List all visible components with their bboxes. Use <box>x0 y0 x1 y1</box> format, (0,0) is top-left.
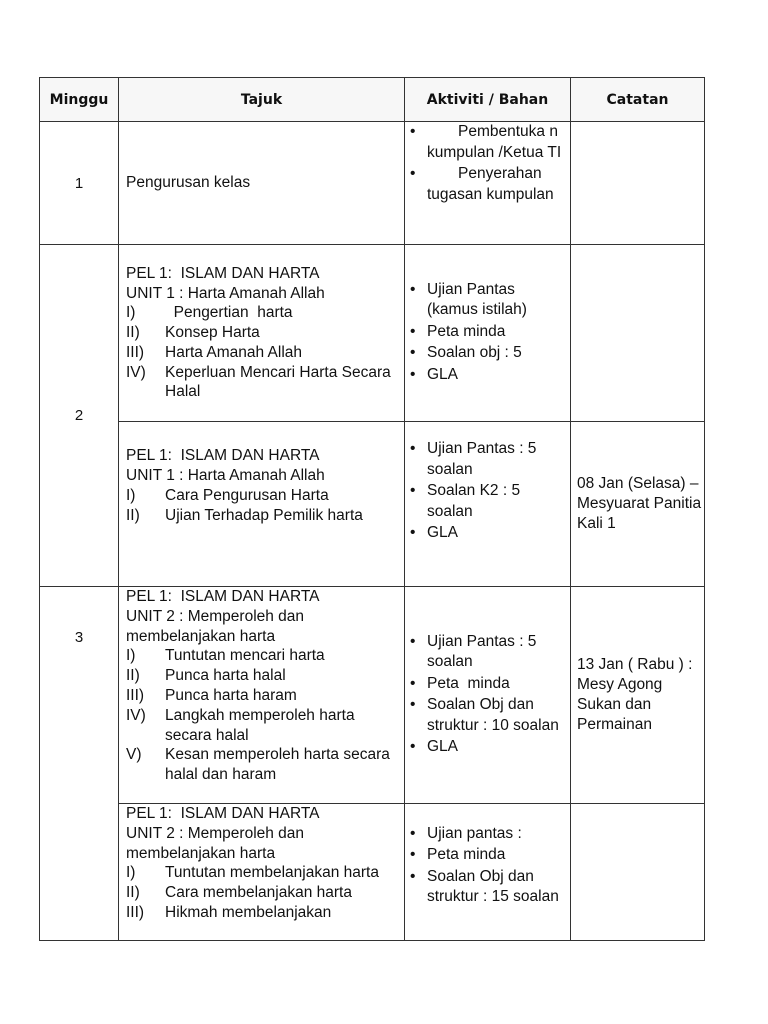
bullet-icon: • <box>410 696 416 713</box>
list-item: I) Tuntutan mencari harta <box>126 647 325 665</box>
list-item: V) Kesan memperoleh harta secara halal dan haram <box>126 746 390 784</box>
list-item: II) Cara membelanjakan harta <box>126 884 352 902</box>
activity-cell <box>405 587 571 804</box>
list-item: I) Cara Pengurusan Harta <box>126 487 329 504</box>
bullet-icon: • <box>410 738 416 755</box>
bullet-icon: • <box>410 867 416 885</box>
week-cell: 1 <box>40 122 119 245</box>
activity-item: • Soalan obj : 5 <box>410 343 566 364</box>
header-catatan: Catatan <box>571 78 705 122</box>
header-row <box>40 78 705 122</box>
list-item: III) Harta Amanah Allah <box>126 343 303 361</box>
bullet-icon: • <box>410 365 416 383</box>
activity-list <box>410 632 566 758</box>
activity-list <box>410 122 566 205</box>
list-item: III) Punca harta haram <box>126 686 297 704</box>
activity-item: • GLA <box>410 523 566 544</box>
bullet-icon: • <box>410 824 416 842</box>
note-cell: 08 Jan (Selasa) – Mesyuarat Panitia Kali 1 <box>571 422 705 587</box>
list-item: II) Konsep Harta <box>126 324 260 342</box>
table-row <box>40 587 705 804</box>
bullet-icon: • <box>410 632 416 650</box>
table-row <box>40 422 705 587</box>
activity-list <box>410 280 566 386</box>
list-item: II) Punca harta halal <box>126 667 286 685</box>
activity-cell <box>405 245 571 422</box>
activity-item: • Soalan Obj dan struktur : 10 soalan <box>410 695 566 736</box>
list-item: I) Tuntutan membelanjakan harta <box>126 864 379 882</box>
bullet-icon: • <box>410 123 416 140</box>
list-item: IV) Keperluan Mencari Harta Secara Halal <box>126 363 391 401</box>
header-aktiviti: Aktiviti / Bahan <box>405 78 571 122</box>
bullet-icon: • <box>410 344 416 362</box>
topic-line: UNIT 1 : Harta Amanah Allah <box>126 467 325 485</box>
activity-item: • GLA <box>410 737 566 758</box>
activity-cell <box>405 804 571 941</box>
week-cell: 2 <box>40 245 119 587</box>
topic-line: UNIT 2 : Memperoleh dan membelanjakan harta <box>126 824 309 862</box>
activity-item: • Soalan Obj dan struktur : 15 soalan <box>410 867 566 908</box>
list-item: II) Ujian Terhadap Pemilik harta <box>126 506 363 524</box>
activity-item: • Peta minda <box>410 845 566 866</box>
topic-list <box>126 863 404 922</box>
activity-item: • GLA <box>410 365 566 386</box>
note-cell <box>571 804 705 941</box>
topic-line: PEL 1: ISLAM DAN HARTA <box>126 588 320 605</box>
activity-item: • Ujian Pantas : 5 soalan <box>410 632 566 673</box>
activity-list <box>410 439 566 544</box>
topic-line: Pengurusan kelas <box>126 174 251 192</box>
topic-line: PEL 1: ISLAM DAN HARTA <box>126 264 320 282</box>
bullet-icon: • <box>410 280 416 298</box>
bullet-icon: • <box>410 674 416 692</box>
topic-line: UNIT 1 : Harta Amanah Allah <box>126 284 325 302</box>
note-cell: 13 Jan ( Rabu ) : Mesy Agong Sukan dan Permainan <box>571 587 705 804</box>
table-row <box>40 122 705 245</box>
activity-item: • Ujian Pantas : 5 soalan <box>410 439 566 480</box>
topic-line: UNIT 2 : Memperoleh dan membelanjakan harta <box>126 607 309 645</box>
lesson-plan-table <box>39 77 705 941</box>
list-item: III) Hikmah membelanjakan <box>126 903 332 921</box>
activity-cell <box>405 122 571 245</box>
activity-item: • Peta minda <box>410 674 566 695</box>
activity-list <box>410 824 566 908</box>
topic-cell <box>119 122 405 245</box>
activity-item <box>410 122 566 163</box>
activity-cell <box>405 422 571 587</box>
note-cell <box>571 245 705 422</box>
activity-item: • Soalan K2 : 5 soalan <box>410 481 566 522</box>
bullet-icon: • <box>410 846 416 863</box>
activity-item: • Peta minda <box>410 322 566 343</box>
topic-line: PEL 1: ISLAM DAN HARTA <box>126 447 320 465</box>
bullet-icon: • <box>410 165 416 182</box>
table-row <box>40 804 705 941</box>
bullet-icon: • <box>410 524 416 542</box>
list-item: I) Pengertian harta <box>126 304 293 322</box>
bullet-icon: • <box>410 322 416 340</box>
topic-list <box>126 646 404 785</box>
note-cell <box>571 122 705 245</box>
topic-cell <box>119 587 405 804</box>
topic-list <box>126 303 404 402</box>
activity-item: • Ujian Pantas (kamus istilah) <box>410 280 566 321</box>
topic-cell <box>119 245 405 422</box>
bullet-icon: • <box>410 482 416 500</box>
topic-line: PEL 1: ISLAM DAN HARTA <box>126 805 320 822</box>
activity-item <box>410 164 566 205</box>
activity-text: Penyerahan tugasan kumpulan <box>427 165 554 203</box>
header-tajuk: Tajuk <box>119 78 405 122</box>
topic-cell <box>119 422 405 587</box>
activity-item: • Ujian pantas : <box>410 824 566 845</box>
list-item: IV) Langkah memperoleh harta secara halal <box>126 706 355 744</box>
bullet-icon: • <box>410 440 416 458</box>
table-row <box>40 245 705 422</box>
activity-text: Pembentuka n kumpulan /Ketua TI <box>427 123 562 161</box>
header-minggu: Minggu <box>40 78 119 122</box>
week-cell: 3 <box>40 587 119 941</box>
topic-list <box>126 486 404 526</box>
topic-cell <box>119 804 405 941</box>
